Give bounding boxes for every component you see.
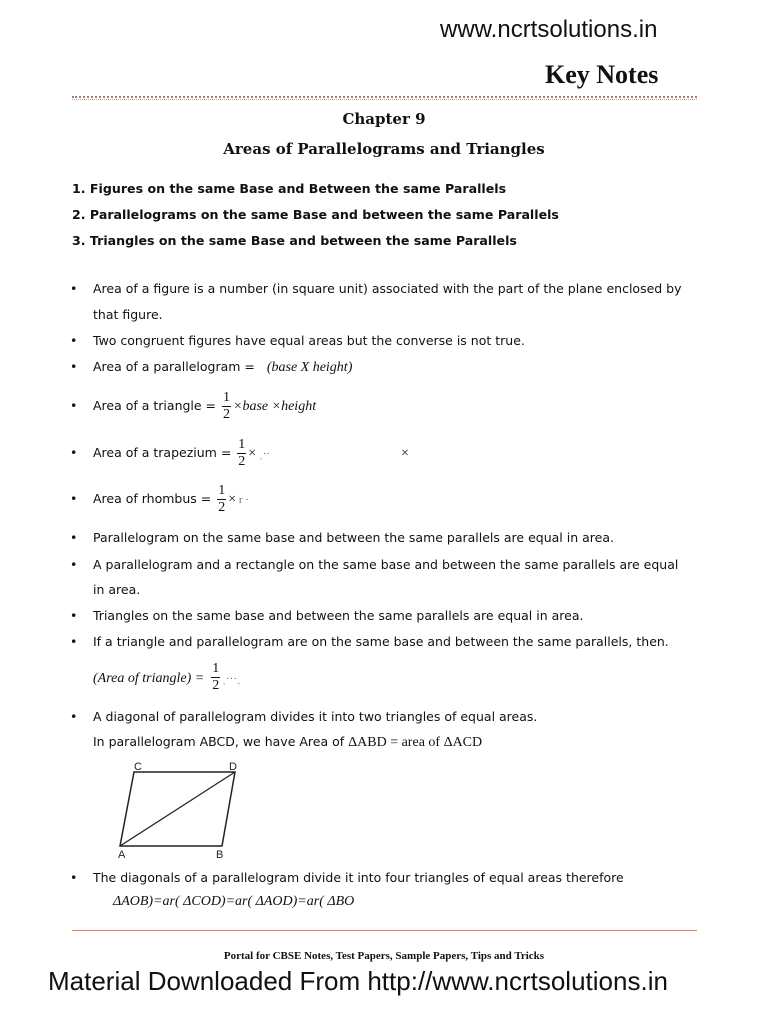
- bullet-dot: •: [70, 557, 78, 572]
- topic-item: 3. Triangles on the same Base and between the same Parallels: [72, 233, 517, 248]
- bullet-dot: •: [70, 398, 78, 413]
- bullet-text: A parallelogram and a rectangle on the same base and between the same parallels are equal: [93, 557, 679, 572]
- bullet-area-definition: [70, 281, 682, 296]
- bullet-dot: •: [70, 634, 78, 649]
- bullet-continuation: that figure.: [93, 307, 163, 322]
- diagonal-example: [93, 734, 482, 751]
- fraction-numerator: 1: [223, 390, 231, 405]
- bullet-triangle-parallelogram: [70, 634, 669, 649]
- fraction-numerator: 1: [212, 661, 220, 676]
- fraction-denominator: 2: [223, 407, 231, 422]
- bullet-dot: •: [70, 491, 78, 506]
- fraction-numerator: 1: [238, 437, 246, 452]
- triangle-parallelogram-formula: [93, 661, 241, 694]
- bullet-text: Parallelogram on the same base and between the same parallels are equal in area.: [93, 530, 614, 545]
- topic-item: 2. Parallelograms on the same Base and between the same Parallels: [72, 207, 559, 222]
- fraction-one-half: [222, 390, 231, 423]
- formula-artifact: r ·: [236, 494, 249, 506]
- site-url: www.ncrtsolutions.in: [440, 16, 658, 43]
- key-notes-heading: Key Notes: [545, 60, 659, 89]
- chapter-title: Chapter 9: [342, 110, 426, 128]
- bullet-parallelogram-area: [70, 359, 352, 376]
- bullet-dot: •: [70, 333, 78, 348]
- four-triangles-formula: ΔAOB)=ar( ΔCOD)=ar( ΔAOD)=ar( ΔBO: [113, 894, 355, 909]
- footer-portal-text: Portal for CBSE Notes, Test Papers, Sample Papers, Tips and Tricks: [223, 950, 545, 962]
- header-divider: [72, 96, 697, 98]
- bullet-trapezium-area: [70, 437, 270, 470]
- bullet-text: A diagonal of parallelogram divides it into two triangles of equal areas.: [93, 709, 538, 724]
- bullet-parallelograms-same-base: [70, 530, 614, 545]
- footer-divider: [72, 930, 697, 931]
- footer-download-banner: Material Downloaded From http://www.ncrtsolutions.in: [48, 966, 668, 996]
- fraction-numerator: 1: [218, 483, 226, 498]
- bullet-text: The diagonals of a parallelogram divide it into four triangles of equal areas therefore: [93, 870, 624, 885]
- bullet-parallelogram-rectangle: [70, 557, 678, 572]
- fraction-denominator: 2: [212, 678, 220, 693]
- trapezium-trailing-times: ×: [401, 446, 409, 461]
- bullet-text: Area of a triangle =: [93, 398, 217, 413]
- bullet-text: Area of a trapezium =: [93, 445, 232, 460]
- bullet-continuation: in area.: [93, 582, 141, 597]
- formula-lhs: (Area of triangle) =: [93, 671, 205, 686]
- bullet-dot: •: [70, 870, 78, 885]
- bullet-text: Area of rhombus =: [93, 491, 212, 506]
- diagonal-example-text: In parallelogram ABCD, we have Area of: [93, 734, 345, 749]
- diagonal-line: [120, 772, 235, 846]
- bullet-triangles-same-base: [70, 608, 583, 623]
- bullet-dot: •: [70, 709, 78, 724]
- triangle-formula: ×base ×height: [233, 399, 317, 414]
- bullet-dot: •: [70, 281, 78, 296]
- bullet-triangle-area: [70, 390, 316, 423]
- times-symbol: ×: [228, 492, 237, 507]
- formula-artifact: ˌ···ˎ: [222, 673, 241, 685]
- bullet-dot: •: [70, 608, 78, 623]
- fraction-one-half: [217, 483, 226, 516]
- vertex-label-b: B: [216, 849, 224, 861]
- vertex-label-c: C: [134, 761, 142, 773]
- fraction-denominator: 2: [238, 454, 246, 469]
- diagonal-example-math: ΔABD = area of ΔACD: [348, 735, 483, 750]
- bullet-dot: •: [70, 445, 78, 460]
- fraction-denominator: 2: [218, 500, 226, 515]
- times-symbol: ×: [248, 446, 257, 461]
- header-divider-secondary: [72, 99, 697, 100]
- bullet-dot: •: [70, 359, 78, 374]
- bullet-text: Area of a figure is a number (in square unit) associated with the part of the plane enclosed by: [93, 281, 682, 296]
- vertex-label-d: D: [229, 761, 237, 773]
- fraction-one-half: [237, 437, 246, 470]
- bullet-four-triangles: [70, 870, 624, 885]
- bullet-dot: •: [70, 530, 78, 545]
- parallelogram-formula: (base X height): [266, 360, 353, 375]
- bullet-diagonal: [70, 709, 537, 724]
- bullet-text: Triangles on the same base and between the same parallels are equal in area.: [93, 608, 584, 623]
- bullet-rhombus-area: [70, 483, 249, 516]
- formula-artifact: ˌ··: [256, 448, 270, 460]
- topic-list: [72, 176, 559, 254]
- fraction-one-half: [211, 661, 220, 694]
- bullet-text: Two congruent figures have equal areas but the converse is not true.: [93, 333, 525, 348]
- parallelogram-diagram: [112, 758, 252, 862]
- bullet-text: Area of a parallelogram =: [93, 359, 255, 374]
- topic-title: Areas of Parallelograms and Triangles: [223, 140, 545, 158]
- bullet-congruent-figures: [70, 333, 525, 348]
- vertex-label-a: A: [118, 849, 126, 861]
- topic-item: 1. Figures on the same Base and Between the same Parallels: [72, 181, 507, 196]
- bullet-text: If a triangle and parallelogram are on the same base and between the same parallels, then.: [93, 634, 669, 649]
